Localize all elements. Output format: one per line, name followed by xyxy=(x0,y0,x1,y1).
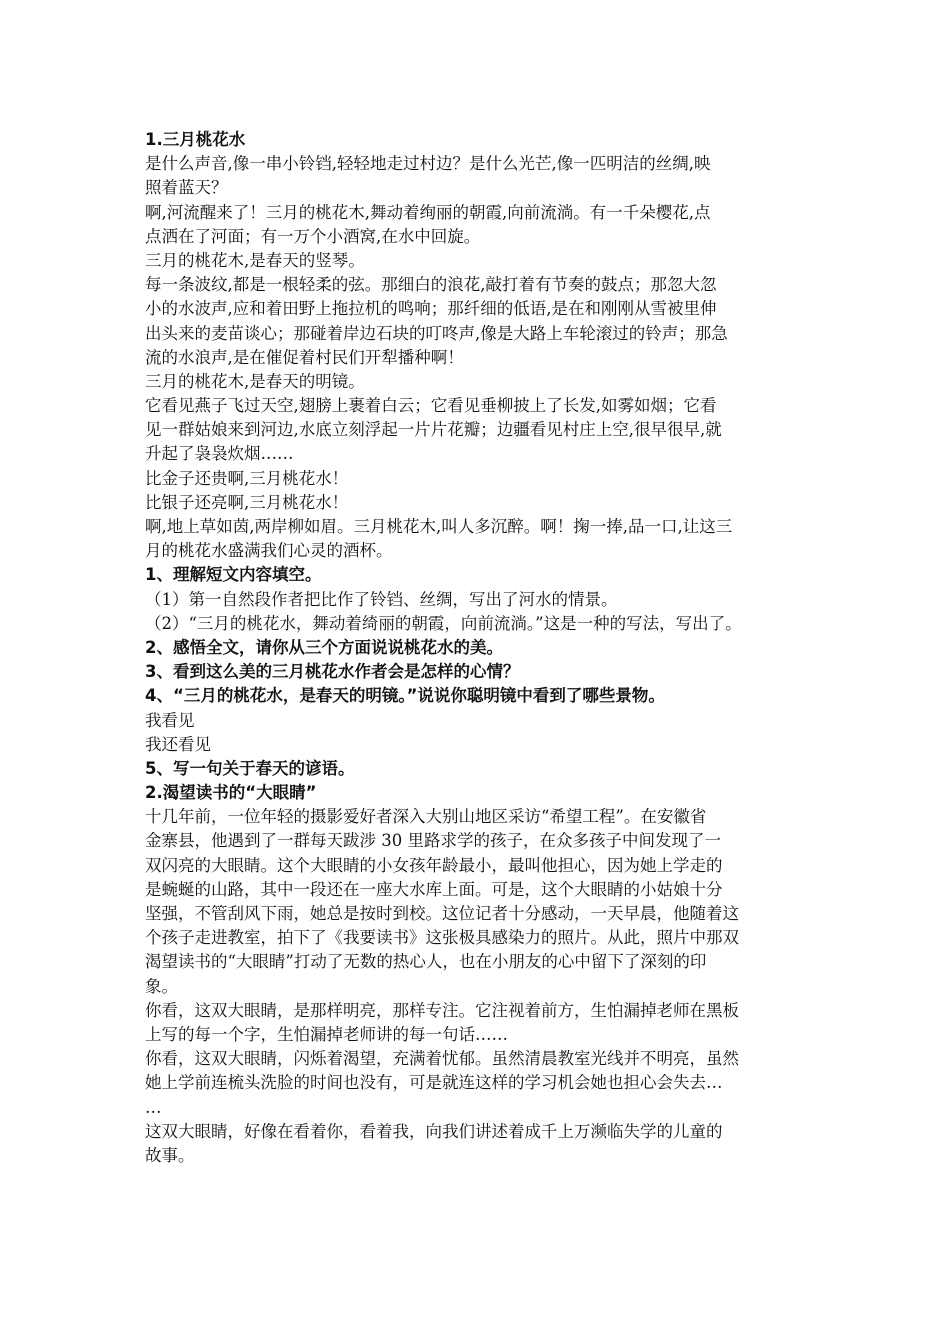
question-1: 1、理解短文内容填空。 xyxy=(145,565,322,585)
passage-line: 双闪亮的大眼睛。这个大眼睛的小女孩年龄最小，最叫他担心，因为她上学走的 xyxy=(145,855,723,875)
passage-line: 每一条波纹,都是一根轻柔的弦。那细白的浪花,敲打着有节奏的鼓点；那忽大忽 xyxy=(145,275,717,295)
question-2: 2、感悟全文，请你从三个方面说说桃花水的美。 xyxy=(145,637,503,657)
question-1-part-2: （2）“三月的桃花水，舞动着绮丽的朝霞，向前流淌。”这是一种的写法，写出了。 xyxy=(145,613,742,633)
passage-line: 流的水浪声,是在催促着村民们开犁播种啊！ xyxy=(145,347,464,367)
question-1-part-1: （1）第一自然段作者把比作了铃铛、丝绸，写出了河水的情景。 xyxy=(145,589,618,609)
passage-line: 渴望读书的“大眼睛”打动了无数的热心人，也在小朋友的心中留下了深刻的印 xyxy=(145,952,707,972)
passage-line: 比金子还贵啊,三月桃花水！ xyxy=(145,468,349,488)
passage-line: 三月的桃花木,是春天的明镜。 xyxy=(145,371,365,391)
section2-passage xyxy=(145,805,825,1168)
passage-line: 象。 xyxy=(145,976,178,996)
passage-line: 见一群姑娘来到河边,水底立刻浮起一片片花瓣；边疆看见村庄上空,很早很早,就 xyxy=(145,420,722,440)
section1-passage xyxy=(145,152,825,563)
passage-line: 金寨县，他遇到了一群每天跋涉 30 里路求学的孩子，在众多孩子中间发现了一 xyxy=(145,831,721,851)
passage-line: 升起了袅袅炊烟…… xyxy=(145,444,294,464)
passage-line: 你看，这双大眼睛，是那样明亮，那样专注。它注视着前方，生怕漏掉老师在黑板 xyxy=(145,1000,739,1020)
document-page xyxy=(145,128,825,1168)
section2-title: 2.渴望读书的“大眼睛” xyxy=(145,783,317,803)
passage-line: 点洒在了河面；有一万个小酒窝,在水中回旋。 xyxy=(145,226,481,246)
passage-line: 比银子还亮啊,三月桃花水！ xyxy=(145,492,349,512)
question-3: 3、看到这么美的三月桃花水作者会是怎样的心情？ xyxy=(145,662,520,682)
passage-line: 啊,河流醒来了！三月的桃花木,舞动着绚丽的朝霞,向前流淌。有一千朵樱花,点 xyxy=(145,202,711,222)
passage-line: 个孩子走进教室，拍下了《我要读书》这张极具感染力的照片。从此，照片中那双 xyxy=(145,928,739,948)
passage-line: 月的桃花水盛满我们心灵的酒杯。 xyxy=(145,541,393,561)
section1-title: 1.三月桃花水 xyxy=(145,130,246,149)
question-4: 4、“三月的桃花水，是春天的明镜。”说说你聪明镜中看到了哪些景物。 xyxy=(145,686,665,706)
passage-line: 这双大眼睛，好像在看着你，看着我，向我们讲述着成千上万濒临失学的儿童的 xyxy=(145,1121,723,1141)
passage-line: 十几年前，一位年轻的摄影爱好者深入大别山地区采访“希望工程”。在安徽省 xyxy=(145,807,707,827)
passage-line: 你看，这双大眼睛，闪烁着渴望，充满着忧郁。虽然清晨教室光线并不明亮，虽然 xyxy=(145,1049,739,1069)
passage-line: 三月的桃花木,是春天的竖琴。 xyxy=(145,250,365,270)
question-5: 5、写一句关于春天的谚语。 xyxy=(145,758,355,778)
passage-line: 照着蓝天？ xyxy=(145,178,228,198)
passage-line: 她上学前连梳头洗脸的时间也没有，可是就连这样的学习机会她也担心会失去… xyxy=(145,1073,723,1093)
passage-line: 是什么声音,像一串小铃铛,轻轻地走过村边？是什么光芒,像一匹明洁的丝绸,映 xyxy=(145,154,711,174)
passage-line: 啊,地上草如茵,两岸柳如眉。三月桃花木,叫人多沉醉。啊！掬一捧,品一口,让这三 xyxy=(145,517,733,536)
question-4-answer-2: 我还看见 xyxy=(145,734,211,754)
passage-line: 它看见燕子飞过天空,翅膀上裹着白云；它看见垂柳披上了长发,如雾如烟；它看 xyxy=(145,396,717,416)
passage-line: 出头来的麦苗谈心；那碰着岸边石块的叮咚声,像是大路上车轮滚过的铃声；那急 xyxy=(145,323,728,343)
passage-line: 小的水波声,应和着田野上拖拉机的鸣响；那纤细的低语,是在和刚刚从雪被里伸 xyxy=(145,299,717,319)
passage-line: … xyxy=(145,1097,162,1117)
passage-line: 上写的每一个字，生怕漏掉老师讲的每一句话…… xyxy=(145,1024,508,1044)
question-4-answer-1: 我看见 xyxy=(145,710,195,730)
passage-line: 是蜿蜒的山路，其中一段还在一座大水库上面。可是，这个大眼睛的小姑娘十分 xyxy=(145,879,723,899)
passage-line: 故事。 xyxy=(145,1145,195,1165)
passage-line: 坚强，不管刮风下雨，她总是按时到校。这位记者十分感动，一天早晨，他随着这 xyxy=(145,904,739,923)
